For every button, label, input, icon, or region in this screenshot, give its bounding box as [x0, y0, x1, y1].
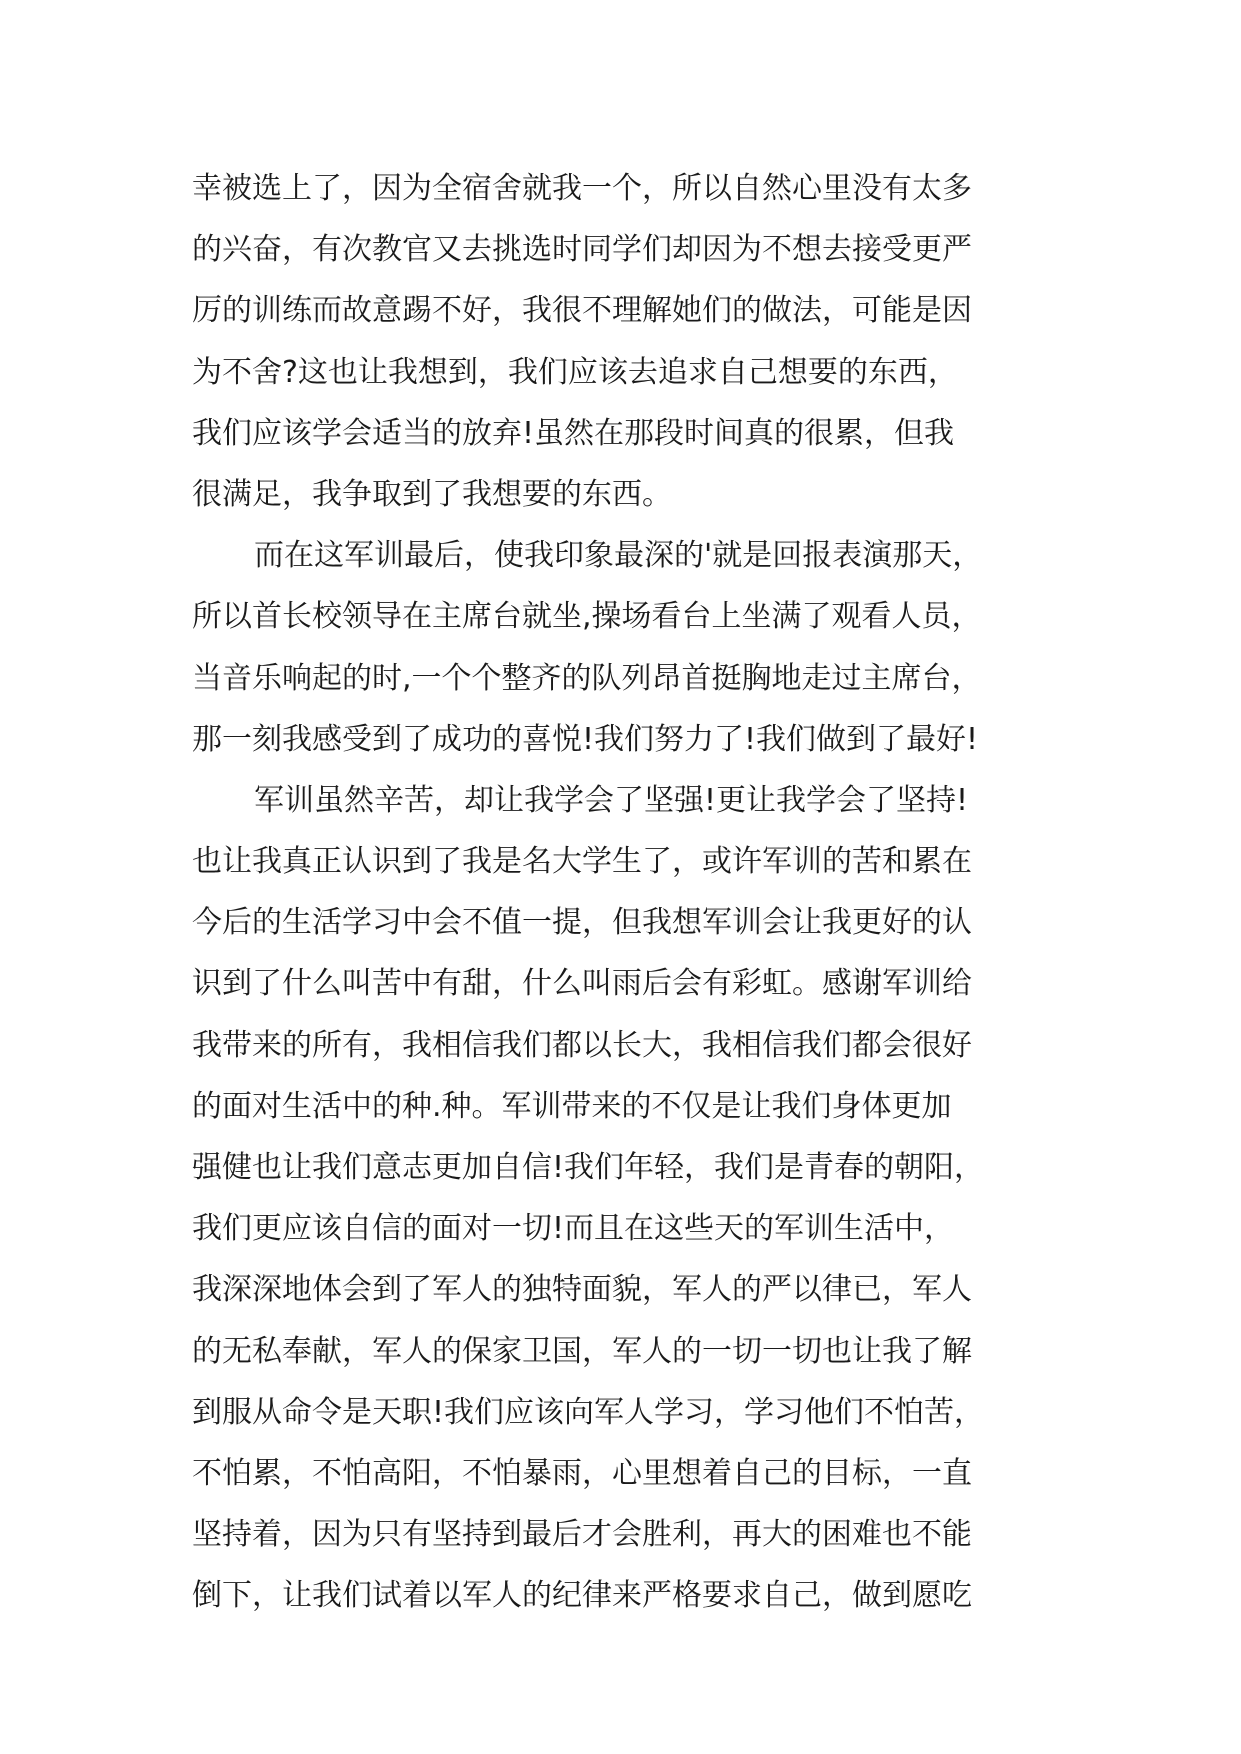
- text-line: 为不舍?这也让我想到，我们应该去追求自己想要的东西，: [192, 354, 958, 390]
- text-line: 军训虽然辛苦，却让我学会了坚强!更让我学会了坚持!: [254, 782, 969, 818]
- text-line: 厉的训练而故意踢不好，我很不理解她们的做法，可能是因: [192, 293, 972, 329]
- text-line: 倒下，让我们试着以军人的纪律来严格要求自己，做到愿吃: [192, 1578, 972, 1614]
- text-line: 很满足，我争取到了我想要的东西。: [192, 476, 672, 512]
- text-line: 今后的生活学习中会不值一提，但我想军训会让我更好的认: [192, 905, 972, 941]
- text-line: 的面对生活中的种.种。军训带来的不仅是让我们身体更加: [192, 1088, 952, 1124]
- text-line: 当音乐响起的时,一个个整齐的队列昂首挺胸地走过主席台，: [192, 660, 982, 696]
- text-line: 到服从命令是天职!我们应该向军人学习，学习他们不怕苦，: [192, 1394, 985, 1430]
- text-line: 不怕累，不怕高阳，不怕暴雨，心里想着自己的目标，一直: [192, 1455, 972, 1491]
- text-line: 而在这军训最后，使我印象最深的'就是回报表演那天，: [254, 538, 983, 574]
- text-line: 坚持着，因为只有坚持到最后才会胜利，再大的困难也不能: [192, 1517, 972, 1553]
- text-line: 我深深地体会到了军人的独特面貌，军人的严以律已，军人: [192, 1272, 972, 1308]
- text-line: 的无私奉献，军人的保家卫国，军人的一切一切也让我了解: [192, 1333, 972, 1369]
- text-line: 的兴奋，有次教官又去挑选时同学们却因为不想去接受更严: [192, 232, 972, 268]
- text-line: 识到了什么叫苦中有甜，什么叫雨后会有彩虹。感谢军训给: [192, 966, 972, 1002]
- text-line: 幸被选上了，因为全宿舍就我一个，所以自然心里没有太多: [192, 171, 972, 206]
- text-line: 也让我真正认识到了我是名大学生了，或许军训的苦和累在: [192, 844, 972, 880]
- text-line: 我们更应该自信的面对一切!而且在这些天的军训生活中，: [192, 1211, 955, 1247]
- text-line: 强健也让我们意志更加自信!我们年轻，我们是青春的朝阳，: [192, 1150, 985, 1185]
- document-body: [192, 158, 1072, 1627]
- text-line: 我们应该学会适当的放弃!虽然在那段时间真的很累，但我: [192, 415, 955, 451]
- text-line: 我带来的所有，我相信我们都以长大，我相信我们都会很好: [192, 1027, 972, 1063]
- text-line: 那一刻我感受到了成功的喜悦!我们努力了!我们做到了最好!: [192, 721, 979, 757]
- text-line: 所以首长校领导在主席台就坐,操场看台上坐满了观看人员，: [192, 599, 982, 635]
